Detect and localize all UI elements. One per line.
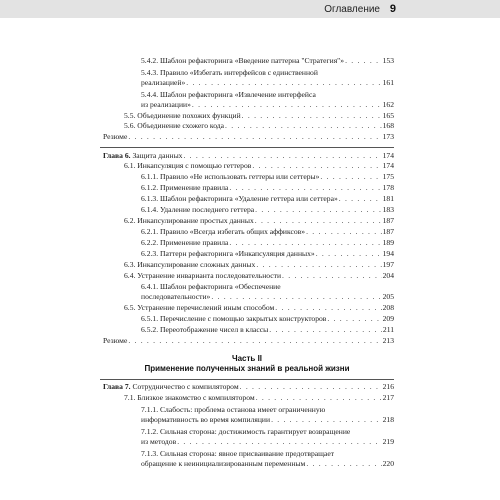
toc-entry [124,161,394,170]
toc-entry-page: 178 [382,183,394,192]
toc-entry-title: 5.5. Объединение похожих функций [124,111,241,120]
page-number: 9 [389,3,396,15]
toc-entry-page: 187 [382,227,394,236]
toc-entry [141,205,394,214]
toc-entry-title: 6.2.3. Паттерн рефакторинга «Инкапсуляция данных» [141,249,315,258]
toc-entry-title: 5.4.3. Правило «Избегать интерфейсов с единственной [141,68,318,77]
toc-entry [124,260,394,269]
toc-entry-page: 217 [382,393,394,402]
toc-entry [141,459,394,468]
toc-entry-title: 6.5.2. Переотображение чисел в классы [141,325,269,334]
toc-entry-title: 5.6. Объединение схожего кода [124,121,225,130]
chapter-title: Сотрудничество с компилятором [132,382,239,391]
toc-entry [141,183,394,192]
toc-entry-title: 6.2. Инкапсулирование простых данных [124,216,254,225]
toc-entry-title: 7.1.1. Слабость: проблема останова имеет ограниченную [141,405,326,414]
toc-entry-page: 168 [382,121,394,130]
toc-entry-title: 6.1.4. Удаление последнего геттера [141,205,255,214]
divider [100,379,394,380]
toc-entry-page: 162 [382,100,394,109]
toc-entry [141,100,394,109]
toc-entry-title-cont: из методов [141,437,177,446]
toc-entry [141,437,394,446]
toc-entry-title: 6.5.1. Перечисление с помощью закрытых конструкторов [141,314,327,323]
chapter-label: Глава 7. [103,382,131,391]
toc-entry [141,194,394,203]
toc-entry-title: 7.1.2. Сильная сторона: достижимость гарантирует возвращение [141,427,351,436]
toc-entry-page: 187 [382,216,394,225]
toc-entry [141,238,394,247]
toc-entry [141,172,394,181]
toc-entry [124,111,394,120]
toc-entry-page: 219 [382,437,394,446]
toc-chapter-entry [103,151,394,160]
toc-entry-title: 6.4.1. Шаблон рефакторинга «Обеспечение [141,282,281,291]
toc-entry-title-cont: последовательности» [141,292,211,301]
toc-entry-title: Резюме [103,132,128,141]
toc-entry [141,249,394,258]
toc-entry-page: 209 [382,314,394,323]
toc-entry-page: 165 [382,111,394,120]
toc-entry-page: 175 [382,172,394,181]
toc-entry-page: 204 [382,271,394,280]
toc-entry-page: 213 [382,336,394,345]
toc-entry [141,56,394,65]
part-label: Часть II [231,354,263,363]
toc-entry [124,271,394,280]
toc-entry-page: 205 [382,292,394,301]
toc-entry-page: 173 [382,132,394,141]
running-header [0,0,500,18]
toc-entry-page: 211 [382,325,394,334]
toc-entry-page: 216 [382,382,394,391]
toc-entry-title: 6.2.1. Правило «Всегда избегать общих аффиксов» [141,227,306,236]
toc-entry-page: 197 [382,260,394,269]
toc-entry-title: 5.4.2. Шаблон рефакторинга «Введение паттерна "Стратегия"» [141,56,345,65]
toc-entry-title: 6.1. Инкапсуляция с помощью геттеров [124,161,252,170]
toc-entry-page: 183 [382,205,394,214]
toc-entry-page: 218 [382,415,394,424]
toc-entry-title: 7.1.3. Сильная сторона: явное присваивание предотвращает [141,449,335,458]
toc-entry-title-cont: из реализации» [141,100,191,109]
toc-entry-title: 6.1.2. Применение правила [141,183,229,192]
toc-entry-title: 6.5. Устранение перечислений иным способом [124,303,275,312]
toc-entry [141,292,394,301]
toc-entry [103,336,394,345]
toc-entry-title: 6.1.1. Правило «Не использовать геттеры или сеттеры» [141,172,320,181]
toc-entry-title: 6.1.3. Шаблон рефакторинга «Удаление геттера или сеттера» [141,194,338,203]
divider [100,147,394,148]
toc-entry-page: 153 [382,56,394,65]
toc-entry [141,415,394,424]
toc-entry [103,132,394,141]
toc-entry [124,393,394,402]
toc-entry [141,314,394,323]
toc-chapter-entry [103,382,394,391]
toc-entry-page: 220 [382,459,394,468]
toc-entry-title-cont: реализацией» [141,78,186,87]
toc-entry [124,121,394,130]
toc-entry-title: 6.2.2. Применение правила [141,238,229,247]
toc-entry [124,303,394,312]
toc-entry-title-cont: информативность во время компиляции [141,415,271,424]
toc-entry-title: 6.4. Устранение инварианта последовательности [124,271,282,280]
toc-entry-title-cont: обращение к неинициализированным переменным [141,459,306,468]
toc-entry-title: 7.1. Близкое знакомство с компилятором [124,393,255,402]
toc-entry-page: 189 [382,238,394,247]
toc-entry [141,78,394,87]
chapter-title: Защита данных [132,151,183,160]
toc-entry-page: 174 [382,151,394,160]
toc-entry-page: 161 [382,78,394,87]
toc-entry [124,216,394,225]
toc-entry-page: 181 [382,194,394,203]
toc-entry-title: Резюме [103,336,128,345]
toc-entry [141,325,394,334]
toc-entry-page: 208 [382,303,394,312]
toc-entry-title: 6.3. Инкапсулирование сложных данных [124,260,256,269]
toc-entry-page: 194 [382,249,394,258]
toc-entry-page: 174 [382,161,394,170]
part-title: Применение полученных знаний в реальной жизни [144,364,350,373]
chapter-label: Глава 6. [103,151,131,160]
header-title: Оглавление [324,4,380,15]
toc-entry [141,227,394,236]
toc-entry-title: 5.4.4. Шаблон рефакторинга «Извлечение интерфейса [141,90,316,99]
